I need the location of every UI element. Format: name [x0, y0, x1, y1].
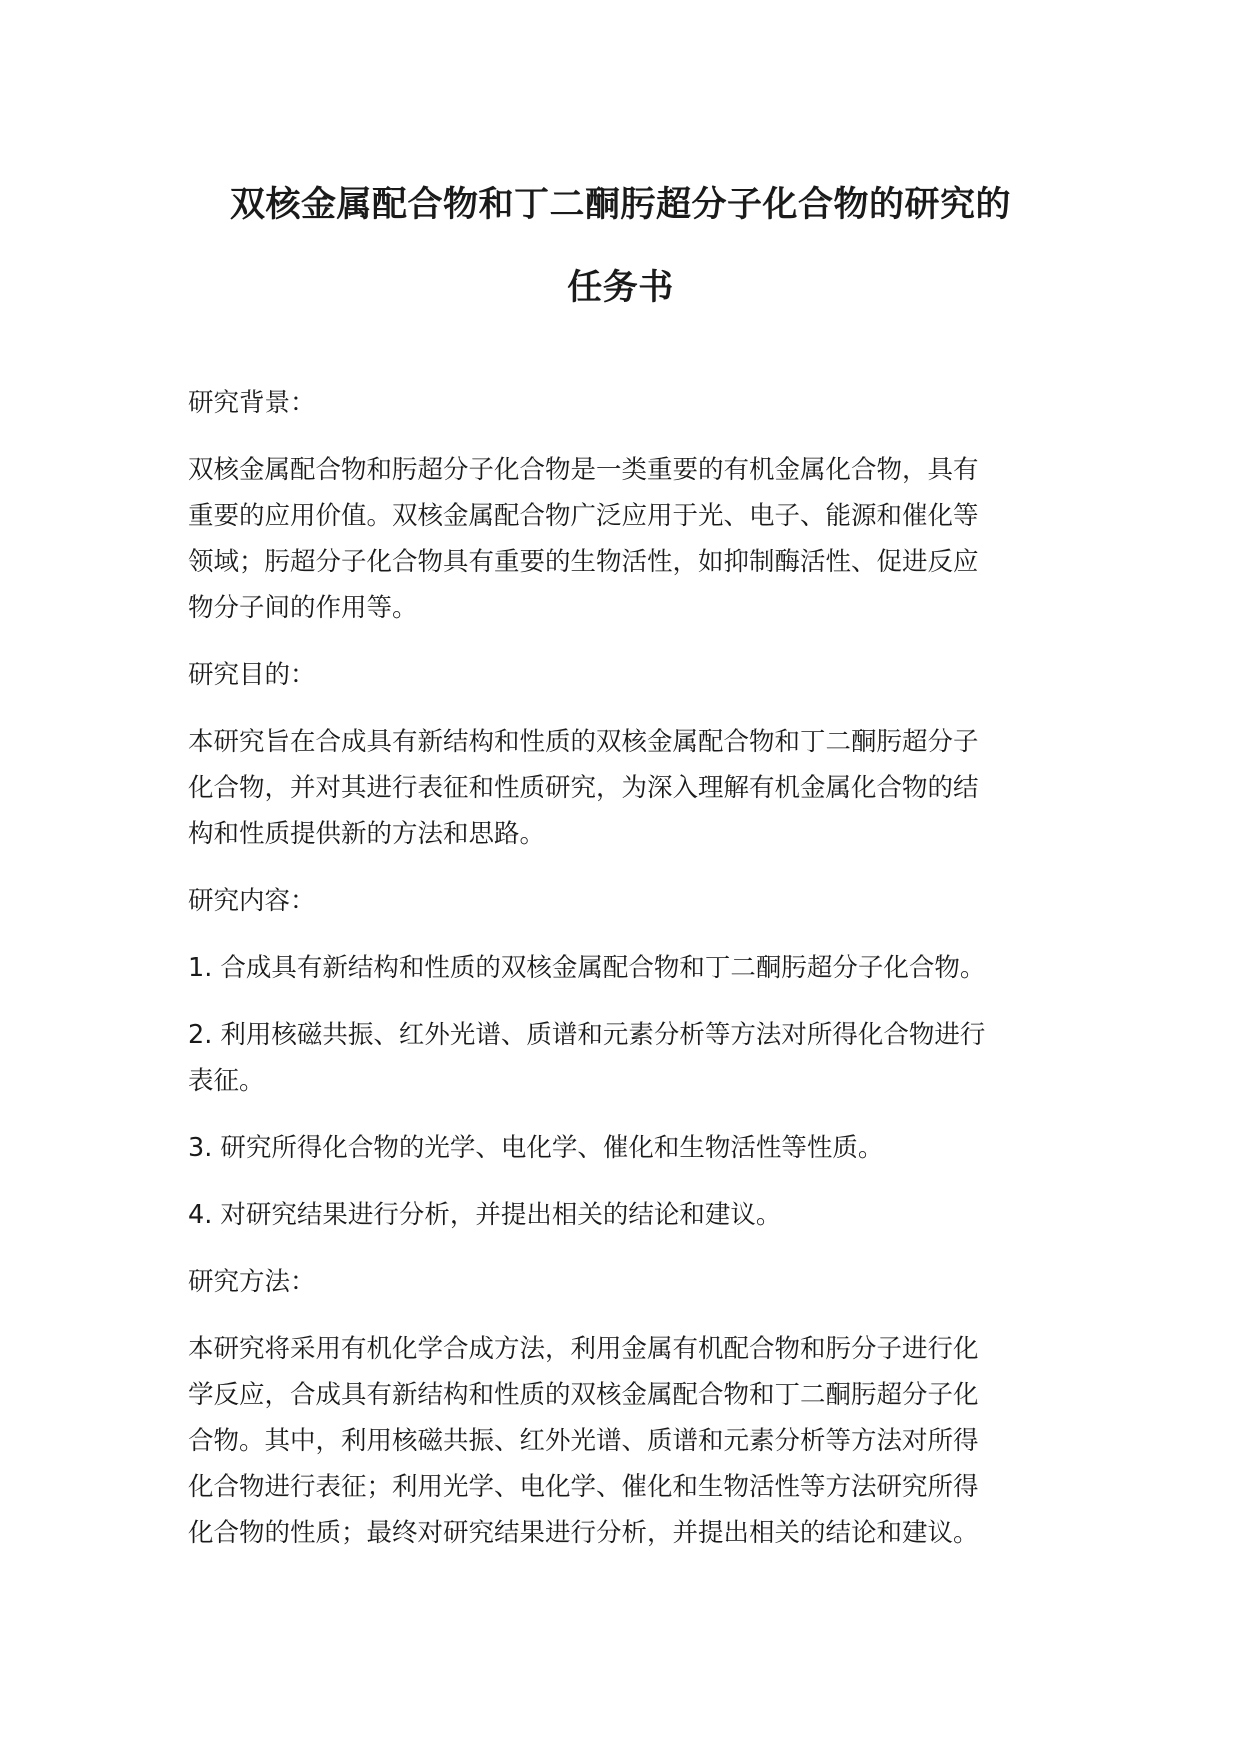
section-heading-purpose: 研究目的： — [188, 660, 316, 690]
section-heading-background: 研究背景： — [188, 388, 316, 418]
paragraph-line: 学反应，合成具有新结构和性质的双核金属配合物和丁二酮肟超分子化 — [188, 1380, 979, 1410]
document-body — [188, 380, 1038, 1577]
section-heading-method: 研究方法： — [188, 1267, 316, 1297]
paragraph-line: 本研究将采用有机化学合成方法，利用金属有机配合物和肟分子进行化 — [188, 1334, 979, 1364]
section-paragraph-background — [188, 447, 1038, 631]
paragraph-line: 本研究旨在合成具有新结构和性质的双核金属配合物和丁二酮肟超分子 — [188, 727, 979, 757]
list-item-line: 4. 对研究结果进行分析，并提出相关的结论和建议。 — [188, 1200, 782, 1230]
document-title-line-2: 任务书 — [567, 268, 674, 308]
section-paragraph-purpose — [188, 719, 1038, 857]
paragraph-line: 领域；肟超分子化合物具有重要的生物活性，如抑制酶活性、促进反应 — [188, 547, 979, 577]
paragraph-line: 构和性质提供新的方法和思路。 — [188, 819, 546, 849]
list-item-line: 1. 合成具有新结构和性质的双核金属配合物和丁二酮肟超分子化合物。 — [188, 953, 986, 983]
paragraph-line: 合物。其中，利用核磁共振、红外光谱、质谱和元素分析等方法对所得 — [188, 1426, 979, 1456]
list-item-line: 3. 研究所得化合物的光学、电化学、催化和生物活性等性质。 — [188, 1133, 884, 1163]
document-title-line-1: 双核金属配合物和丁二酮肟超分子化合物的研究的 — [229, 185, 1011, 225]
paragraph-line: 物分子间的作用等。 — [188, 593, 418, 623]
section-paragraph-method — [188, 1326, 1038, 1556]
list-item-line: 表征。 — [188, 1066, 265, 1096]
paragraph-line: 化合物，并对其进行表征和性质研究，为深入理解有机金属化合物的结 — [188, 773, 979, 803]
content-list-item-1 — [188, 945, 1038, 991]
paragraph-line: 双核金属配合物和肟超分子化合物是一类重要的有机金属化合物，具有 — [188, 455, 979, 485]
paragraph-line: 化合物进行表征；利用光学、电化学、催化和生物活性等方法研究所得 — [188, 1472, 979, 1502]
content-list-item-2 — [188, 1012, 1038, 1104]
list-item-line: 2. 利用核磁共振、红外光谱、质谱和元素分析等方法对所得化合物进行 — [188, 1020, 986, 1050]
content-list-item-3 — [188, 1125, 1038, 1171]
paragraph-line: 重要的应用价值。双核金属配合物广泛应用于光、电子、能源和催化等 — [188, 501, 979, 531]
section-heading-content: 研究内容： — [188, 886, 316, 916]
paragraph-line: 化合物的性质；最终对研究结果进行分析，并提出相关的结论和建议。 — [188, 1518, 979, 1548]
content-list-item-4 — [188, 1192, 1038, 1238]
